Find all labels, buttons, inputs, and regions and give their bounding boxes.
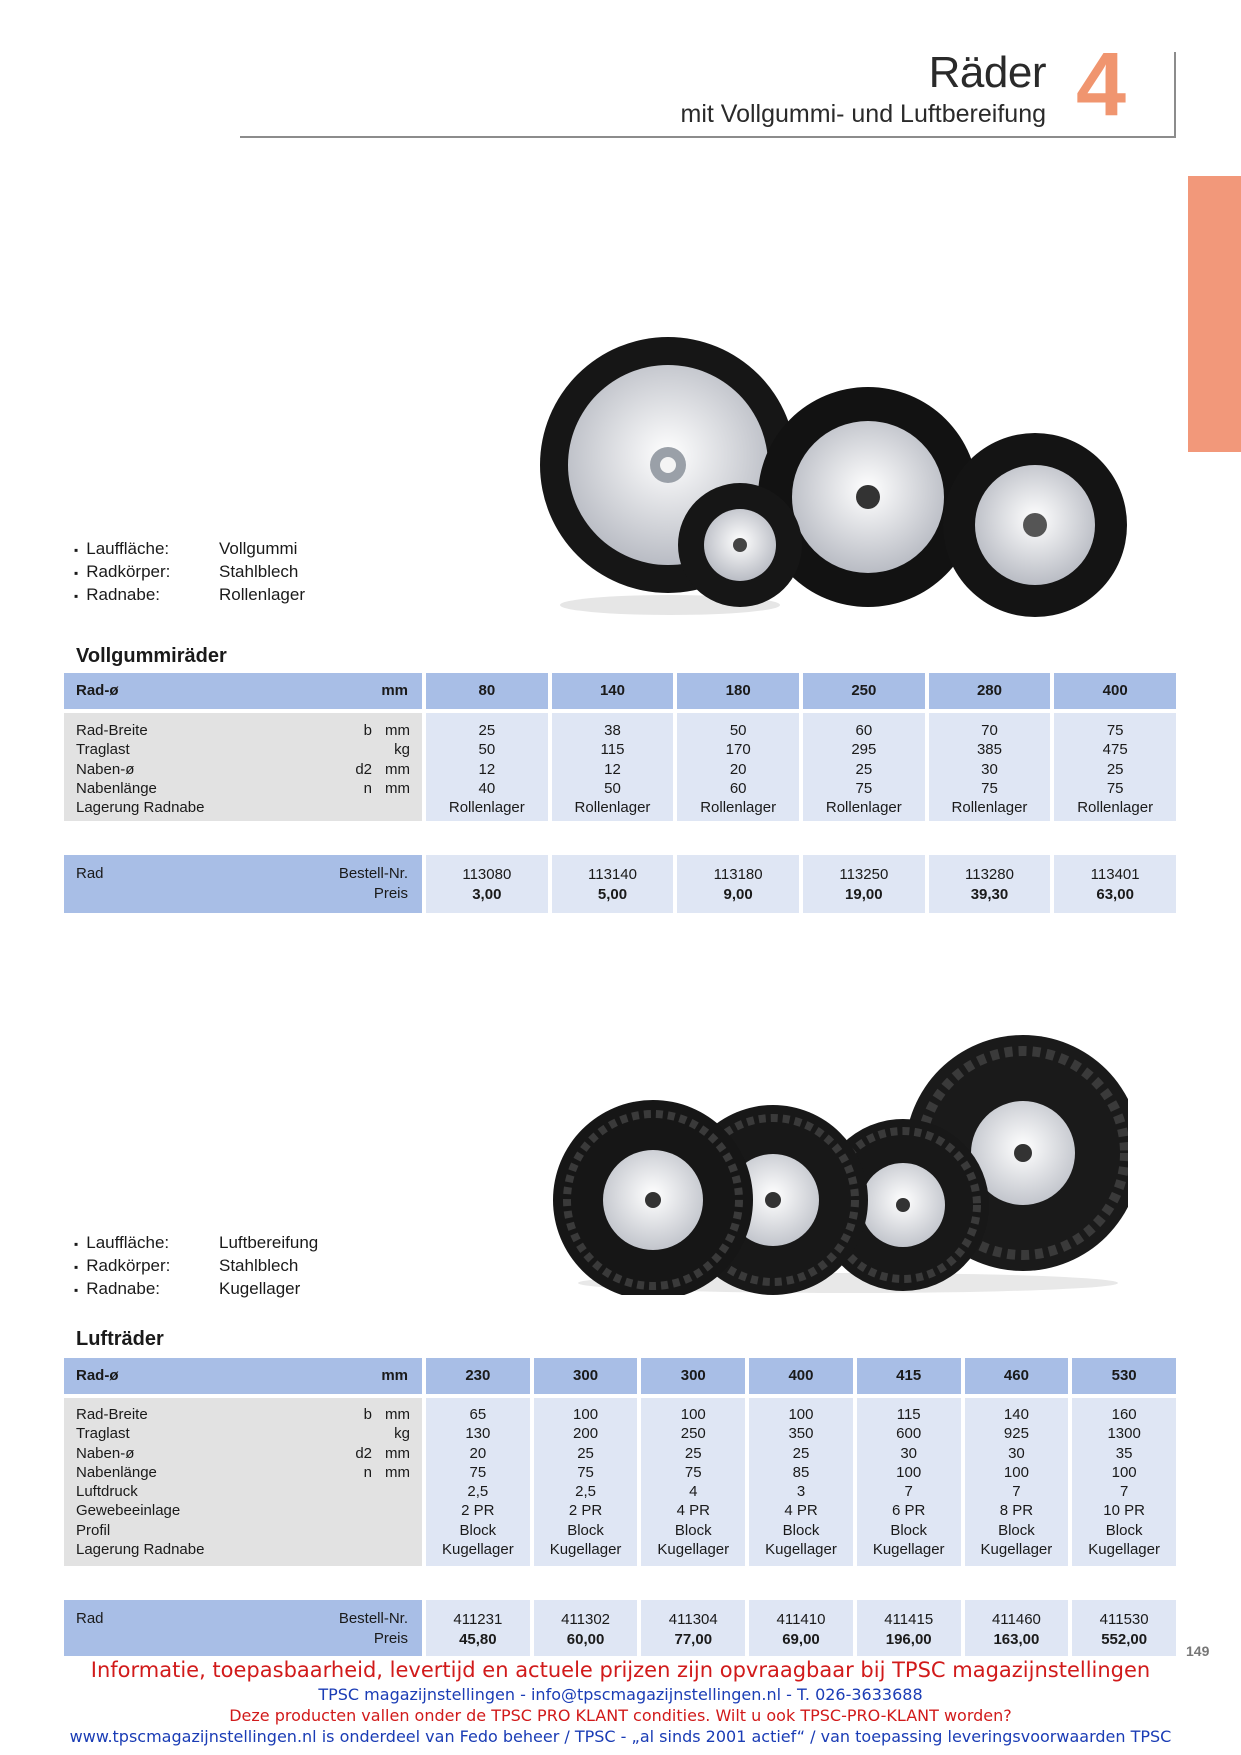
feature-key: ▪ Radnabe: xyxy=(74,584,219,607)
spec-column xyxy=(1054,713,1176,821)
order-number: 411231 xyxy=(453,1611,503,1628)
spec-values: 75 475 25 75 Rollenlager xyxy=(1077,722,1154,817)
order-nr-label: Bestell-Nr. xyxy=(338,865,408,882)
price: 60,00 xyxy=(566,1631,605,1648)
chapter-side-tab[interactable] xyxy=(1188,176,1241,452)
order-column[interactable] xyxy=(803,855,925,913)
spec-labels: Rad-Breite Traglast Naben-ø Nabenlänge Lagerung Radnabe xyxy=(76,722,205,817)
price: 5,00 xyxy=(597,886,628,903)
order-column[interactable] xyxy=(749,1600,853,1656)
spec-labels: Rad-Breite Traglast Naben-ø Nabenlänge Luftdruck Gewebeeinlage Profil Lagerung Radnabe xyxy=(76,1406,205,1559)
size-header-cell xyxy=(677,673,799,709)
spec-column xyxy=(677,713,799,821)
price: 77,00 xyxy=(674,1631,713,1648)
price: 45,80 xyxy=(459,1631,497,1648)
order-number: 113140 xyxy=(588,866,637,883)
price: 196,00 xyxy=(885,1631,932,1648)
page-subtitle: mit Vollgummi- und Luftbereifung xyxy=(680,100,1046,128)
footer-contact-line[interactable]: TPSC magazijnstellingen - info@tpscmagazijnstellingen.nl - T. 026-3633688 xyxy=(318,1685,923,1704)
order-number: 113080 xyxy=(462,866,512,883)
size-value: 530 xyxy=(1111,1367,1137,1384)
pneumatic-feature-list xyxy=(74,1232,318,1301)
price: 63,00 xyxy=(1096,886,1134,903)
feature-row xyxy=(74,1278,318,1301)
order-column[interactable] xyxy=(677,855,799,913)
spec-column xyxy=(1072,1398,1176,1566)
feature-key: ▪ Lauffläche: xyxy=(74,1232,219,1255)
pneumatic-spec-label-cell xyxy=(64,1398,422,1566)
chapter-number: 4 xyxy=(1076,35,1127,135)
spec-column xyxy=(803,713,925,821)
spec-column xyxy=(857,1398,961,1566)
order-column[interactable] xyxy=(965,1600,1069,1656)
head-label: Rad-ø xyxy=(76,1367,119,1384)
spec-codes: b d2 n xyxy=(355,1406,372,1481)
size-header-cell xyxy=(426,673,548,709)
spec-codes: b d2 n xyxy=(355,722,372,797)
spec-values: 140 925 30 100 7 8 PR Block Kugellager xyxy=(980,1406,1053,1559)
order-number: 411302 xyxy=(561,1611,611,1628)
order-label: Rad xyxy=(76,865,104,882)
solid-wheels-photo xyxy=(540,335,1130,635)
size-value: 280 xyxy=(976,682,1002,699)
order-number: 411530 xyxy=(1099,1611,1149,1628)
spec-values: 100 200 25 75 2,5 2 PR Block Kugellager xyxy=(549,1406,622,1559)
spec-values: 160 1300 35 100 7 10 PR Block Kugellager xyxy=(1088,1406,1160,1559)
feature-row xyxy=(74,1232,318,1255)
size-value: 230 xyxy=(465,1367,491,1384)
spec-column xyxy=(929,713,1051,821)
spec-column xyxy=(426,713,548,821)
order-column[interactable] xyxy=(426,855,548,913)
size-header-cell xyxy=(749,1358,853,1394)
solid-order-label-cell xyxy=(64,855,422,913)
head-unit: mm xyxy=(381,1367,408,1384)
order-price-label: Preis xyxy=(373,1630,408,1647)
size-value: 400 xyxy=(1102,682,1128,699)
spec-values: 100 350 25 85 3 4 PR Block Kugellager xyxy=(765,1406,837,1559)
spec-values: 115 600 30 100 7 6 PR Block Kugellager xyxy=(872,1406,945,1559)
price: 552,00 xyxy=(1101,1631,1148,1648)
header-rule xyxy=(240,136,1176,138)
order-number: 411304 xyxy=(668,1611,718,1628)
spec-column xyxy=(426,1398,530,1566)
order-nr-label: Bestell-Nr. xyxy=(338,1610,408,1627)
pneumatic-head-label-cell xyxy=(64,1358,422,1394)
size-value: 180 xyxy=(725,682,751,699)
feature-row xyxy=(74,1255,318,1278)
feature-value: Vollgummi xyxy=(219,539,298,558)
price: 163,00 xyxy=(993,1631,1040,1648)
order-column[interactable] xyxy=(929,855,1051,913)
order-number: 411415 xyxy=(884,1611,934,1628)
size-header-cell xyxy=(552,673,674,709)
spec-units: mm kg mm mm xyxy=(385,1406,410,1481)
head-label: Rad-ø xyxy=(76,682,119,699)
order-number: 113180 xyxy=(713,866,763,883)
spec-column xyxy=(965,1398,1069,1566)
size-value: 300 xyxy=(573,1367,599,1384)
page-title: Räder xyxy=(928,48,1046,97)
size-header-cell xyxy=(857,1358,961,1394)
solid-feature-list xyxy=(74,538,305,607)
price: 9,00 xyxy=(723,886,753,903)
head-unit: mm xyxy=(381,682,408,699)
spec-column xyxy=(749,1398,853,1566)
pneumatic-section-title: Lufträder xyxy=(76,1328,164,1350)
solid-head-label-cell xyxy=(64,673,422,709)
order-column[interactable] xyxy=(534,1600,638,1656)
order-number: 113280 xyxy=(965,866,1014,883)
size-header-cell xyxy=(1072,1358,1176,1394)
size-header-cell xyxy=(641,1358,745,1394)
feature-value: Stahlblech xyxy=(219,562,299,581)
feature-key: ▪ Lauffläche: xyxy=(74,538,219,561)
order-column[interactable] xyxy=(426,1600,530,1656)
footer-pro-line: Deze producten vallen onder de TPSC PRO KLANT condities. Wilt u ook TPSC-PRO-KLANT worden? xyxy=(229,1706,1012,1725)
size-header-cell xyxy=(1054,673,1176,709)
spec-values: 100 250 25 75 4 4 PR Block Kugellager xyxy=(657,1406,730,1559)
feature-key: ▪ Radkörper: xyxy=(74,561,219,584)
price: 3,00 xyxy=(472,886,502,903)
feature-key: ▪ Radnabe: xyxy=(74,1278,219,1301)
pneumatic-order-label-cell xyxy=(64,1600,422,1656)
feature-value: Kugellager xyxy=(219,1279,301,1298)
order-label: Rad xyxy=(76,1610,104,1627)
price: 39,30 xyxy=(970,886,1009,903)
feature-row xyxy=(74,538,305,561)
feature-row xyxy=(74,584,305,607)
size-value: 140 xyxy=(599,682,625,699)
spec-values: 70 385 30 75 Rollenlager xyxy=(951,722,1028,817)
spec-units: mm kg mm mm xyxy=(385,722,410,797)
order-number: 411410 xyxy=(776,1611,826,1628)
feature-value: Luftbereifung xyxy=(219,1233,319,1252)
price: 19,00 xyxy=(845,886,883,903)
size-header-cell xyxy=(803,673,925,709)
price: 69,00 xyxy=(782,1631,820,1648)
solid-spec-label-cell xyxy=(64,713,422,821)
size-value: 415 xyxy=(896,1367,922,1384)
order-number: 411460 xyxy=(991,1611,1041,1628)
size-value: 300 xyxy=(680,1367,706,1384)
order-number: 113401 xyxy=(1090,866,1140,883)
order-column[interactable] xyxy=(641,1600,745,1656)
feature-value: Stahlblech xyxy=(219,1256,299,1275)
spec-column xyxy=(641,1398,745,1566)
size-header-cell xyxy=(965,1358,1069,1394)
spec-column xyxy=(552,713,674,821)
order-column[interactable] xyxy=(552,855,674,913)
size-header-cell xyxy=(426,1358,530,1394)
spec-column xyxy=(534,1398,638,1566)
page-number: 149 xyxy=(1186,1643,1210,1659)
order-column[interactable] xyxy=(1054,855,1176,913)
size-value: 400 xyxy=(788,1367,814,1384)
size-value: 250 xyxy=(851,682,877,699)
feature-key: ▪ Radkörper: xyxy=(74,1255,219,1278)
size-value: 460 xyxy=(1003,1367,1029,1384)
spec-values: 60 295 25 75 Rollenlager xyxy=(825,722,902,817)
header-vertical-rule xyxy=(1174,52,1176,138)
size-header-cell xyxy=(929,673,1051,709)
order-price-label: Preis xyxy=(373,885,408,902)
spec-values: 65 130 20 75 2,5 2 PR Block Kugellager xyxy=(441,1406,514,1559)
spec-values: 50 170 20 60 Rollenlager xyxy=(700,722,777,817)
pneumatic-wheels-photo xyxy=(548,1035,1128,1295)
order-column[interactable] xyxy=(1072,1600,1176,1656)
order-number: 113250 xyxy=(839,866,889,883)
size-value: 80 xyxy=(478,682,496,699)
feature-row xyxy=(74,561,305,584)
solid-section-title: Vollgummiräder xyxy=(76,645,227,667)
footer-info-line: Informatie, toepasbaarheid, levertijd en actuele prijzen zijn opvraagbaar bij TPSC magazijnstellingen xyxy=(90,1658,1151,1682)
footer-website-line[interactable]: www.tpscmagazijnstellingen.nl is onderdeel van Fedo beheer / TPSC - „al sinds 2001 actief“ / van toepassing leveringsvoorwaarden TPSC xyxy=(69,1727,1172,1746)
order-column[interactable] xyxy=(857,1600,961,1656)
spec-values: 38 115 12 50 Rollenlager xyxy=(574,722,651,817)
feature-value: Rollenlager xyxy=(219,585,305,604)
size-header-cell xyxy=(534,1358,638,1394)
spec-values: 25 50 12 40 Rollenlager xyxy=(448,722,525,817)
